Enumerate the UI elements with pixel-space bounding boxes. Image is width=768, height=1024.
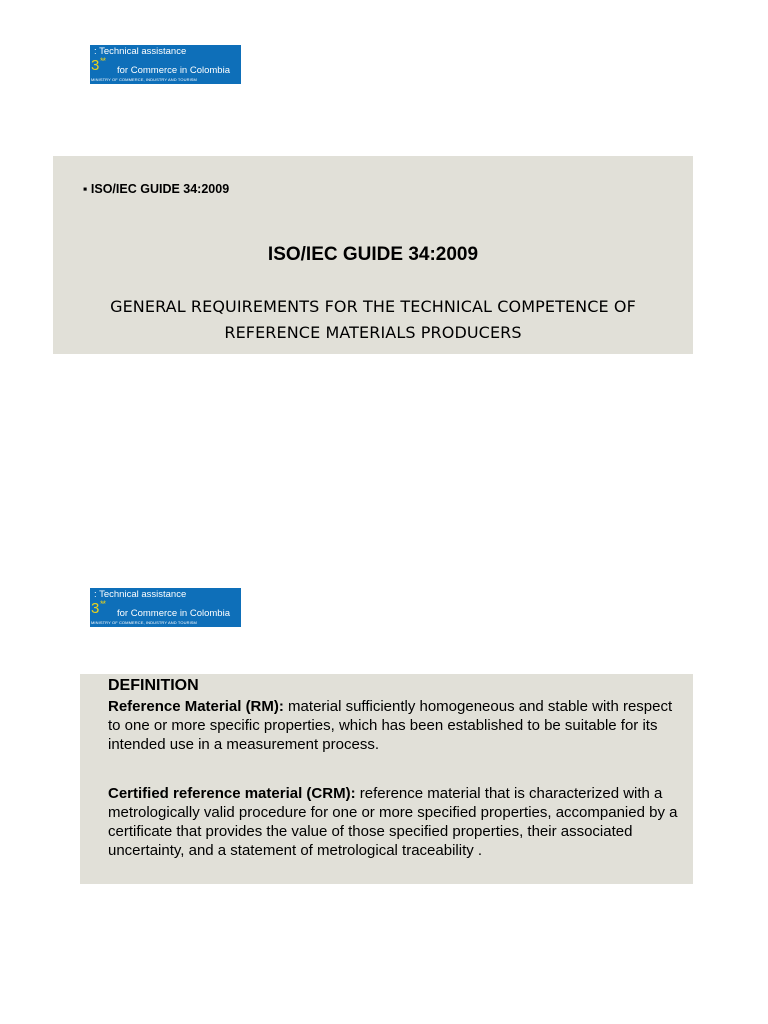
subtitle-line-1: GENERAL REQUIREMENTS FOR THE TECHNICAL COMPETENCE OF <box>110 297 636 316</box>
slide-bullet-heading: ▪ ISO/IEC GUIDE 34:2009 <box>83 182 230 196</box>
logo-number: 3 <box>91 600 100 617</box>
slide-title: ISO/IEC GUIDE 34:2009 <box>267 244 479 265</box>
definition-heading: DEFINITION <box>108 677 199 694</box>
logo-stars-icon: ** <box>100 56 106 66</box>
slide-subtitle <box>53 294 693 346</box>
logo-line-ministry: MINISTRY OF COMMERCE, INDUSTRY AND TOURISM <box>91 620 197 625</box>
crm-definition <box>108 784 683 860</box>
crm-text: reference material that is characterized with a metrologically valid procedure for one or more specified properties, accompanied by a certificate that provides the value of those specified properties, their associated uncertainty, and a statement of metrological traceability . <box>108 785 678 859</box>
subtitle-line-2: REFERENCE MATERIALS PRODUCERS <box>224 323 522 342</box>
logo-stars-icon: ** <box>100 599 106 609</box>
technical-assistance-logo <box>90 45 241 84</box>
technical-assistance-logo-2 <box>90 588 241 627</box>
title-slide-panel <box>53 156 693 354</box>
logo-line-commerce: for Commerce in Colombia <box>117 608 230 619</box>
logo-line-ministry: MINISTRY OF COMMERCE, INDUSTRY AND TOURISM <box>91 77 197 82</box>
logo-line-commerce: for Commerce in Colombia <box>117 65 230 76</box>
logo-number: 3 <box>91 57 100 74</box>
crm-term: Certified reference material (CRM): <box>108 785 356 802</box>
rm-term: Reference Material (RM): <box>108 698 284 715</box>
logo-line-technical-assistance: : Technical assistance <box>94 46 187 57</box>
rm-definition <box>108 697 683 754</box>
definition-slide-panel <box>80 674 693 884</box>
logo-line-technical-assistance: : Technical assistance <box>94 589 187 600</box>
rm-text: material sufficiently homogeneous and stable with respect to one or more specific properties, which has been established to be suitable for its intended use in a measurement process. <box>108 698 673 753</box>
